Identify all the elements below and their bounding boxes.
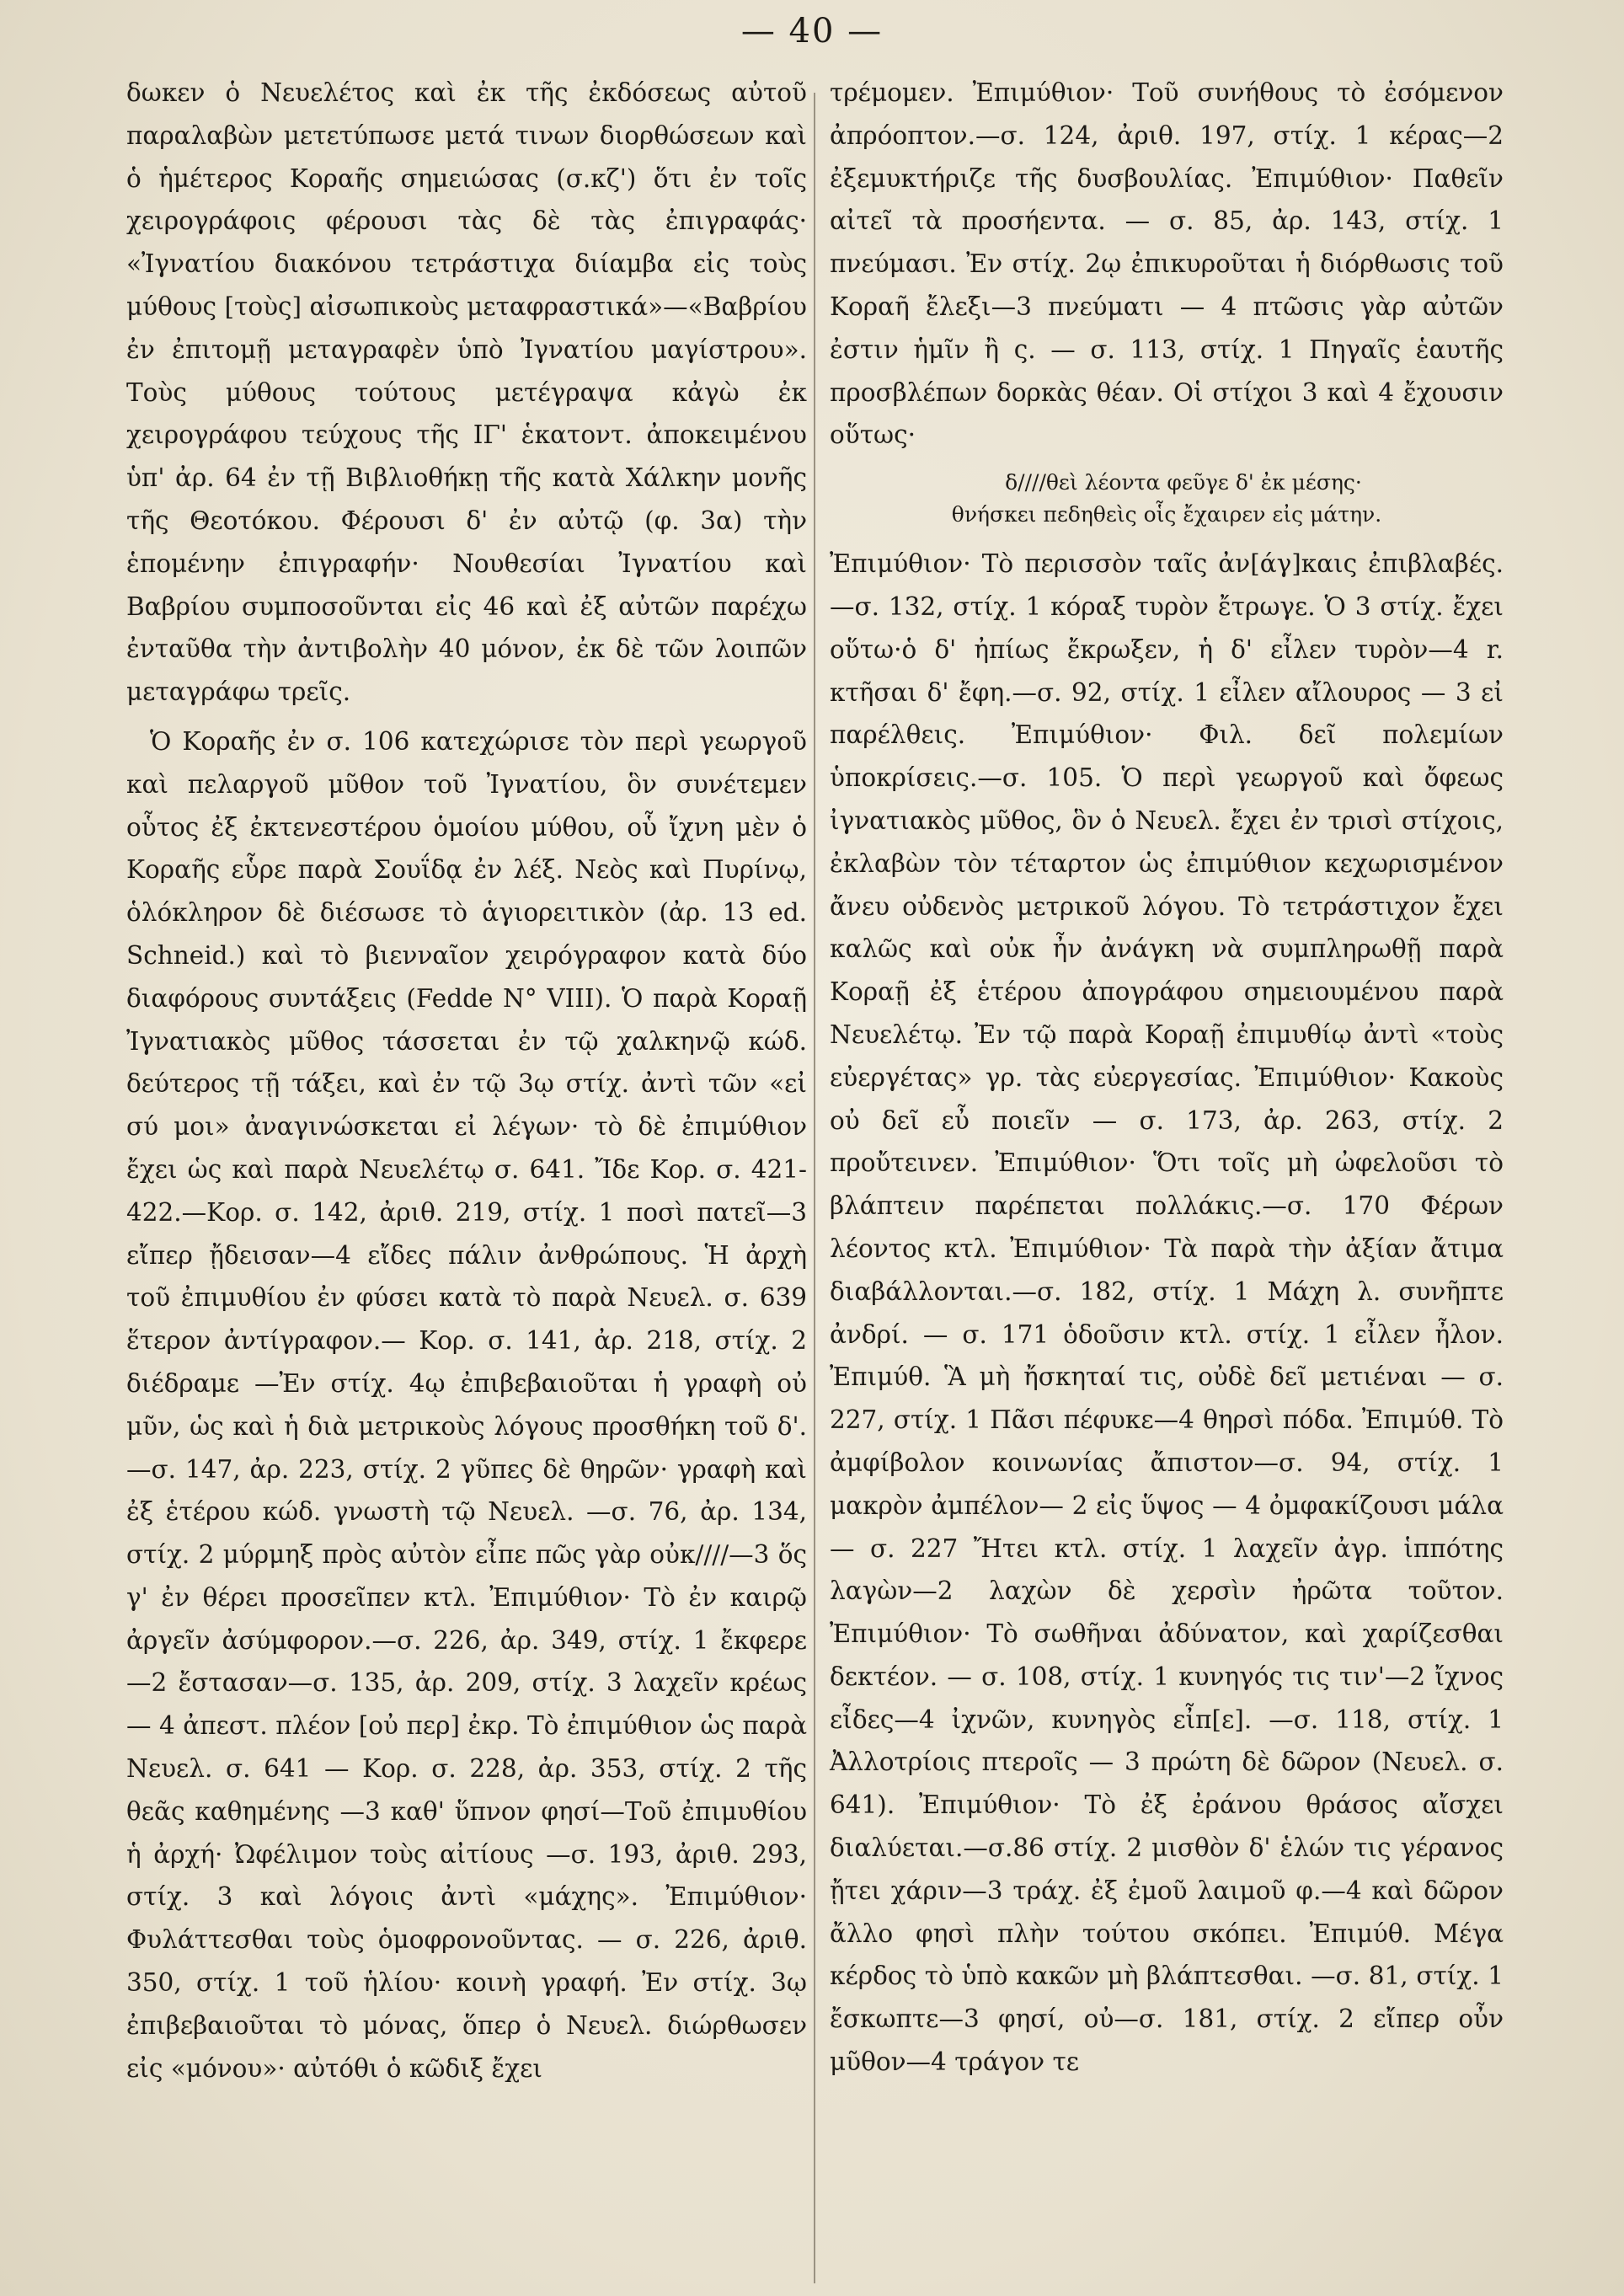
left-paragraph-1: δωκεν ὁ Νευελέτος καὶ ἐκ τῆς ἐκδόσεως αὐτοῦ παραλαβὼν μετετύπωσε μετά τινων διορθώσεων καὶ ὁ ἡμέτερος Κοραῆς σημειώσας (σ.κζ') ὅτι ἐν τοῖς χειρογράφοις φέρουσι τὰς δὲ τὰς ἐπιγραφάς· «Ἰγνατίου διακόνου τετράστιχα διίαμβα εἰς τοὺς μύθους [τοὺς] αἰσωπικοὺς μεταφραστικά»—«Βαβρίου ἐν ἐπιτομῇ μεταγραφὲν ὑπὸ Ἰγνατίου μαγίστρου». Τοὺς μύθους τούτους μετέγραψα κἀγὼ ἐκ χειρογράφου τεύχους τῆς ΙΓ' ἑκατοντ. ἀποκειμένου ὑπ' ἀρ. 64 ἐν τῇ Βιβλιοθήκῃ τῆς κατὰ Χάλκην μονῆς τῆς Θεοτόκου. Φέρουσι δ' ἐν αὐτῷ (φ. 3α) τὴν ἑπομένην ἐπιγραφήν· Νουθεσίαι Ἰγνατίου καὶ Βαβρίου συμποσοῦνται εἰς 46 καὶ ἐξ αὐτῶν παρέχω ἐνταῦθα τὴν ἀντιβολὴν 40 μόνον, ἐκ δὲ τῶν λοιπῶν μεταγράφω τρεῖς. bbox=[126, 78, 807, 707]
right-column bbox=[830, 72, 1504, 2090]
right-paragraph-2: Ἐπιμύθιον· Τὸ περισσὸν ταῖς ἀν[άγ]καις ἐπιβλαβές.—σ. 132, στίχ. 1 κόραξ τυρὸν ἔτρωγε. Ὁ 3 στίχ. ἔχει οὕτω·ὁ δ' ἠπίως ἔκρωξεν, ἡ δ' εἶλεν τυρὸν—4 r. κτῆσαι δ' ἔφη.—σ. 92, στίχ. 1 εἶλεν αἴλουρος — 3 εἰ παρέλθεις. Ἐπιμύθιον· Φιλ. δεῖ πολεμίων ὑποκρίσεις.—σ. 105. Ὁ περὶ γεωργοῦ καὶ ὄφεως ἰγνατιακὸς μῦθος, ὃν ὁ Νευελ. ἔχει ἐν τρισὶ στίχοις, ἐκλαβὼν τὸν τέταρτον ὡς ἐπιμύθιον κεχωρισμένον ἄνευ οὐδενὸς μετρικοῦ λόγου. Τὸ τετράστιχον ἔχει καλῶς καὶ οὐκ ἦν ἀνάγκη νὰ συμπληρωθῇ παρὰ Κοραῇ ἐξ ἑτέρου ἀπογράφου σημειουμένου παρὰ Νευελέτῳ. Ἐν τῷ παρὰ Κοραῇ ἐπιμυθίῳ ἀντὶ «τοὺς εὐεργέτας» γρ. τὰς εὐεργεσίας. Ἐπιμύθιον· Κακοὺς οὐ δεῖ εὖ ποιεῖν — σ. 173, ἀρ. 263, στίχ. 2 προὔτεινεν. Ἐπιμύθιον· Ὅτι τοῖς μὴ ὠφελοῦσι τὸ βλάπτειν παρέπεται πολλάκις.—σ. 170 Φέρων λέοντος κτλ. Ἐπιμύθιον· Τὰ παρὰ τὴν ἀξίαν ἄτιμα διαβάλλονται.—σ. 182, στίχ. 1 Μάχη λ. συνῆπτε ἀνδρί. — σ. 171 ὁδοῦσιν κτλ. στίχ. 1 εἶλεν ἦλον. Ἐπιμύθ. Ἃ μὴ ἤσκηταί τις, οὐδὲ δεῖ μετιέναι — σ. 227, στίχ. 1 Πᾶσι πέφυκε—4 θηρσὶ πόδα. Ἐπιμύθ. Τὸ ἀμφίβολον κοινωνίας ἄπιστον—σ. 94, στίχ. 1 μακρὸν ἀμπέλον— 2 εἰς ὕψος — 4 ὀμφακίζουσι μάλα — σ. 227 Ἤτει κτλ. στίχ. 1 λαχεῖν ἀγρ. ἱππότης λαγὼν—2 λαχὼν δὲ χερσὶν ἠρῶτα τοῦτον. Ἐπιμύθιον· Τὸ σωθῆναι ἀδύνατον, καὶ χαρίζεσθαι δεκτέον. — σ. 108, στίχ. 1 κυνηγός τις τιν'—2 ἴχνος εἶδες—4 ἰχνῶν, κυνηγὸς εἶπ[ε]. —σ. 118, στίχ. 1 Ἀλλοτρίοις πτεροῖς — 3 πρώτη δὲ δῶρον (Νευελ. σ. 641). Ἐπιμύθιον· Τὸ ἐξ ἐράνου θράσος αἴσχει διαλύεται.—σ.86 στίχ. 2 μισθὸν δ' ἑλών τις γέρανος ᾔτει χάριν—3 τράχ. ἐξ ἐμοῦ λαιμοῦ φ.—4 καὶ δῶρον ἄλλο φησὶ πλὴν τούτου σκόπει. Ἐπιμύθ. Μέγα κέρδος τὸ ὑπὸ κακῶν μὴ βλάπτεσθαι. —σ. 81, στίχ. 1 ἔσκωπτε—3 φησί, οὐ—σ. 181, στίχ. 2 εἴπερ οὖν μῦθον—4 τράγον τε bbox=[830, 549, 1504, 2077]
verse-quote bbox=[830, 467, 1504, 531]
page-number: — 40 — bbox=[740, 12, 884, 51]
left-paragraph-2: Ὁ Κοραῆς ἐν σ. 106 κατεχώρισε τὸν περὶ γεωργοῦ καὶ πελαργοῦ μῦθον τοῦ Ἰγνατίου, ὃν συνέτεμεν οὗτος ἐξ ἐκτενεστέρου ὁμοίου μύθου, οὗ ἴχνη μὲν ὁ Κοραῆς εὗρε παρὰ Σουΐδᾳ ἐν λέξ. Νεὸς καὶ Πυρίνῳ, ὁλόκληρον δὲ διέσωσε τὸ ἁγιορειτικὸν (ἀρ. 13 ed. Schneid.) καὶ τὸ βιενναῖον χειρόγραφον κατὰ δύο διαφόρους συντάξεις (Fedde N° VIII). Ὁ παρὰ Κοραῇ Ἰγνατιακὸς μῦθος τάσσεται ἐν τῷ χαλκηνῷ κώδ. δεύτερος τῇ τάξει, καὶ ἐν τῷ 3ῳ στίχ. ἀντὶ τῶν «εἰ σύ μοι» ἀναγινώσκεται εἰ λέγων· τὸ δὲ ἐπιμύθιον ἔχει ὡς καὶ παρὰ Νευελέτῳ σ. 641. Ἴδε Κορ. σ. 421-422.—Κορ. σ. 142, ἀριθ. 219, στίχ. 1 ποσὶ πατεῖ—3 εἴπερ ᾔδεισαν—4 εἴδες πάλιν ἀνθρώπους. Ἡ ἀρχὴ τοῦ ἐπιμυθίου ἐν φύσει κατὰ τὸ παρὰ Νευελ. σ. 639 ἕτερον ἀντίγραφον.— Κορ. σ. 141, ἀρ. 218, στίχ. 2 διέδραμε —Ἐν στίχ. 4ῳ ἐπιβεβαιοῦται ἡ γραφὴ οὐ μῦν, ὡς καὶ ἡ διὰ μετρικοὺς λόγους προσθήκη τοῦ δ'. —σ. 147, ἀρ. 223, στίχ. 2 γῦπες δὲ θηρῶν· γραφὴ καὶ ἐξ ἑτέρου κώδ. γνωστὴ τῷ Νευελ. —σ. 76, ἀρ. 134, στίχ. 2 μύρμηξ πρὸς αὐτὸν εἶπε πῶς γὰρ οὐκ////—3 ὅς γ' ἐν θέρει προσεῖπεν κτλ. Ἐπιμύθιον· Τὸ ἐν καιρῷ ἀργεῖν ἀσύμφορον.—σ. 226, ἀρ. 349, στίχ. 1 ἔκφερε —2 ἔστασαν—σ. 135, ἀρ. 209, στίχ. 3 λαχεῖν κρέως — 4 ἀπεστ. πλέον [οὐ περ] ἐκρ. Τὸ ἐπιμύθιον ὡς παρὰ Νευελ. σ. 641 — Κορ. σ. 228, ἀρ. 353, στίχ. 2 τῆς θεᾶς καθημένης —3 καθ' ὕπνον φησί—Τοῦ ἐπιμυθίου ἡ ἀρχή· Ὠφέλιμον τοὺς αἰτίους —σ. 193, ἀριθ. 293, στίχ. 3 καὶ λόγοις ἀντὶ «μάχης». Ἐπιμύθιον· Φυλάττεσθαι τοὺς ὁμοφρονοῦντας. — σ. 226, ἀριθ. 350, στίχ. 1 τοῦ ἡλίου· κοινὴ γραφή. Ἐν στίχ. 3ῳ ἐπιβεβαιοῦται τὸ μόνας, ὅπερ ὁ Νευελ. διώρθωσεν εἰς «μόνου»· αὐτόθι ὁ κῶδιξ ἔχει bbox=[126, 726, 807, 2083]
verse-line-2: θνήσκει πεδηθεὶς οἷς ἔχαιρεν εἰς μάτην. bbox=[951, 502, 1382, 527]
verse-line-1: δ////θεὶ λέοντα φεῦγε δ' ἐκ μέσης· bbox=[1005, 470, 1362, 495]
column-divider bbox=[814, 93, 815, 2283]
right-paragraph-1: τρέμομεν. Ἐπιμύθιον· Τοῦ συνήθους τὸ ἐσόμενον ἀπρόοπτον.—σ. 124, ἀριθ. 197, στίχ. 1 κέρας—2 ἐξεμυκτήριζε τῆς δυσβουλίας. Ἐπιμύθιον· Παθεῖν αἰτεῖ τὰ προσήεντα. — σ. 85, ἀρ. 143, στίχ. 1 πνεύμασι. Ἐν στίχ. 2ῳ ἐπικυροῦται ἡ διόρθωσις τοῦ Κοραῆ ἔλεξι—3 πνεύματι — 4 πτῶσις γὰρ αὐτῶν ἐστιν ἡμῖν ἢ ς. — σ. 113, στίχ. 1 Πηγαῖς ἑαυτῆς προσβλέπων δορκὰς θέαν. Οἱ στίχοι 3 καὶ 4 ἔχουσιν οὕτως· bbox=[830, 78, 1504, 450]
left-column bbox=[126, 72, 807, 2096]
